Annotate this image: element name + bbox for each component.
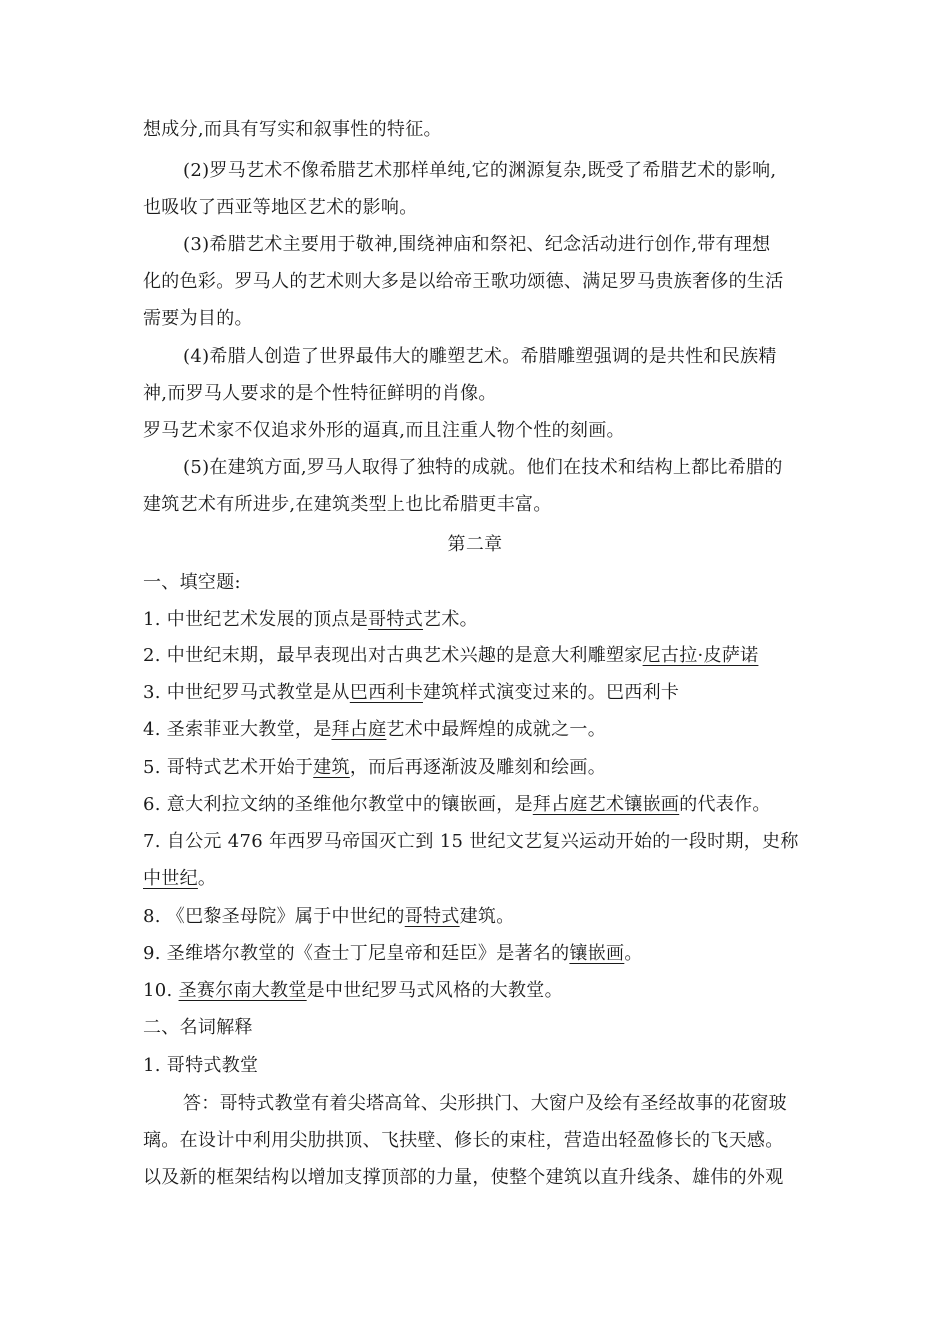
question-1 bbox=[143, 607, 810, 633]
answer-line: 璃。在设计中利用尖肋拱顶、飞扶壁、修长的束柱，营造出轻盈修长的飞天感。 bbox=[143, 1130, 784, 1151]
paragraph-line: (2)罗马艺术不像希腊艺术那样单纯,它的渊源复杂,既受了希腊艺术的影响, bbox=[183, 160, 777, 181]
paragraph-line: 想成分,而具有写实和叙事性的特征。 bbox=[143, 119, 442, 140]
question-9 bbox=[143, 941, 810, 967]
question-text: 1. 中世纪艺术发展的顶点是 bbox=[143, 609, 369, 630]
answer-blank: 拜占庭艺术镶嵌画 bbox=[532, 794, 680, 815]
question-text: 8. 《巴黎圣母院》属于中世纪的 bbox=[143, 906, 405, 927]
question-text: 2. 中世纪末期，最早表现出对古典艺术兴趣的是意大利雕塑家 bbox=[143, 645, 643, 666]
question-7-cont bbox=[143, 866, 810, 892]
paragraph-line: (4)希腊人创造了世界最伟大的雕塑艺术。希腊雕塑强调的是共性和民族精 bbox=[183, 346, 777, 367]
chapter-title: 第二章 bbox=[447, 534, 503, 555]
section-heading: 一、填空题: bbox=[143, 572, 241, 593]
question-4 bbox=[143, 717, 810, 743]
question-8 bbox=[143, 904, 810, 930]
answer-blank: 拜占庭 bbox=[331, 719, 387, 740]
question-text: 6. 意大利拉文纳的圣维他尔教堂中的镶嵌画，是 bbox=[143, 794, 533, 815]
paragraph-line: 化的色彩。罗马人的艺术则大多是以给帝王歌功颂德、满足罗马贵族奢侈的生活 bbox=[143, 271, 784, 292]
question-text: 的代表作。 bbox=[679, 794, 771, 815]
answer-blank: 中世纪 bbox=[143, 868, 198, 889]
term-title: 1. 哥特式教堂 bbox=[143, 1055, 259, 1076]
question-5 bbox=[143, 755, 810, 781]
question-10 bbox=[143, 978, 810, 1004]
answer-line: 答：哥特式教堂有着尖塔高耸、尖形拱门、大窗户及绘有圣经故事的花窗玻 bbox=[183, 1093, 787, 1114]
paragraph-line: 也吸收了西亚等地区艺术的影响。 bbox=[143, 197, 418, 218]
paragraph-line: 需要为目的。 bbox=[143, 308, 253, 329]
question-text: 3. 中世纪罗马式教堂是从 bbox=[143, 682, 350, 703]
question-text: 艺术中最辉煌的成就之一。 bbox=[386, 719, 607, 740]
question-text: 建筑。 bbox=[459, 906, 515, 927]
answer-blank: 尼古拉·皮萨诺 bbox=[642, 645, 759, 666]
question-7 bbox=[143, 829, 810, 855]
answer-blank: 巴西利卡 bbox=[349, 682, 423, 703]
paragraph-line: 罗马艺术家不仅追求外形的逼真,而且注重人物个性的刻画。 bbox=[143, 420, 625, 441]
question-3 bbox=[143, 680, 810, 706]
section-heading: 二、名词解释 bbox=[143, 1017, 253, 1038]
question-text: 4. 圣索菲亚大教堂，是 bbox=[143, 719, 332, 740]
question-text: 9. 圣维塔尔教堂的《查士丁尼皇帝和廷臣》是著名的 bbox=[143, 943, 570, 964]
answer-blank: 圣赛尔南大教堂 bbox=[178, 980, 307, 1001]
answer-blank: 哥特式 bbox=[404, 906, 460, 927]
question-text: 。 bbox=[624, 943, 643, 964]
question-text: 艺术。 bbox=[423, 609, 478, 630]
answer-line: 以及新的框架结构以增加支撑顶部的力量，使整个建筑以直升线条、雄伟的外观 bbox=[143, 1167, 784, 1188]
question-6 bbox=[143, 792, 810, 818]
paragraph-line: 神,而罗马人要求的是个性特征鲜明的肖像。 bbox=[143, 383, 497, 404]
question-text: 建筑样式演变过来的。巴西利卡 bbox=[423, 682, 680, 703]
answer-blank: 哥特式 bbox=[368, 609, 424, 630]
paragraph-line: (5)在建筑方面,罗马人取得了独特的成就。他们在技术和结构上都比希腊的 bbox=[183, 457, 783, 478]
question-text: 。 bbox=[197, 868, 217, 889]
question-text: ，而后再逐渐波及雕刻和绘画。 bbox=[349, 757, 607, 778]
paragraph-line: 建筑艺术有所进步,在建筑类型上也比希腊更丰富。 bbox=[143, 494, 552, 515]
question-text: 5. 哥特式艺术开始于 bbox=[143, 757, 314, 778]
question-text: 10. bbox=[143, 980, 179, 1001]
answer-blank: 镶嵌画 bbox=[569, 943, 625, 964]
answer-blank: 建筑 bbox=[313, 757, 350, 778]
question-text: 是中世纪罗马式风格的大教堂。 bbox=[306, 980, 563, 1001]
paragraph-line: (3)希腊艺术主要用于敬神,围绕神庙和祭祀、纪念活动进行创作,带有理想 bbox=[183, 234, 771, 255]
question-2 bbox=[143, 643, 810, 669]
question-text: 7. 自公元 476 年西罗马帝国灭亡到 15 世纪文艺复兴运动开始的一段时期，史称 bbox=[143, 831, 799, 852]
